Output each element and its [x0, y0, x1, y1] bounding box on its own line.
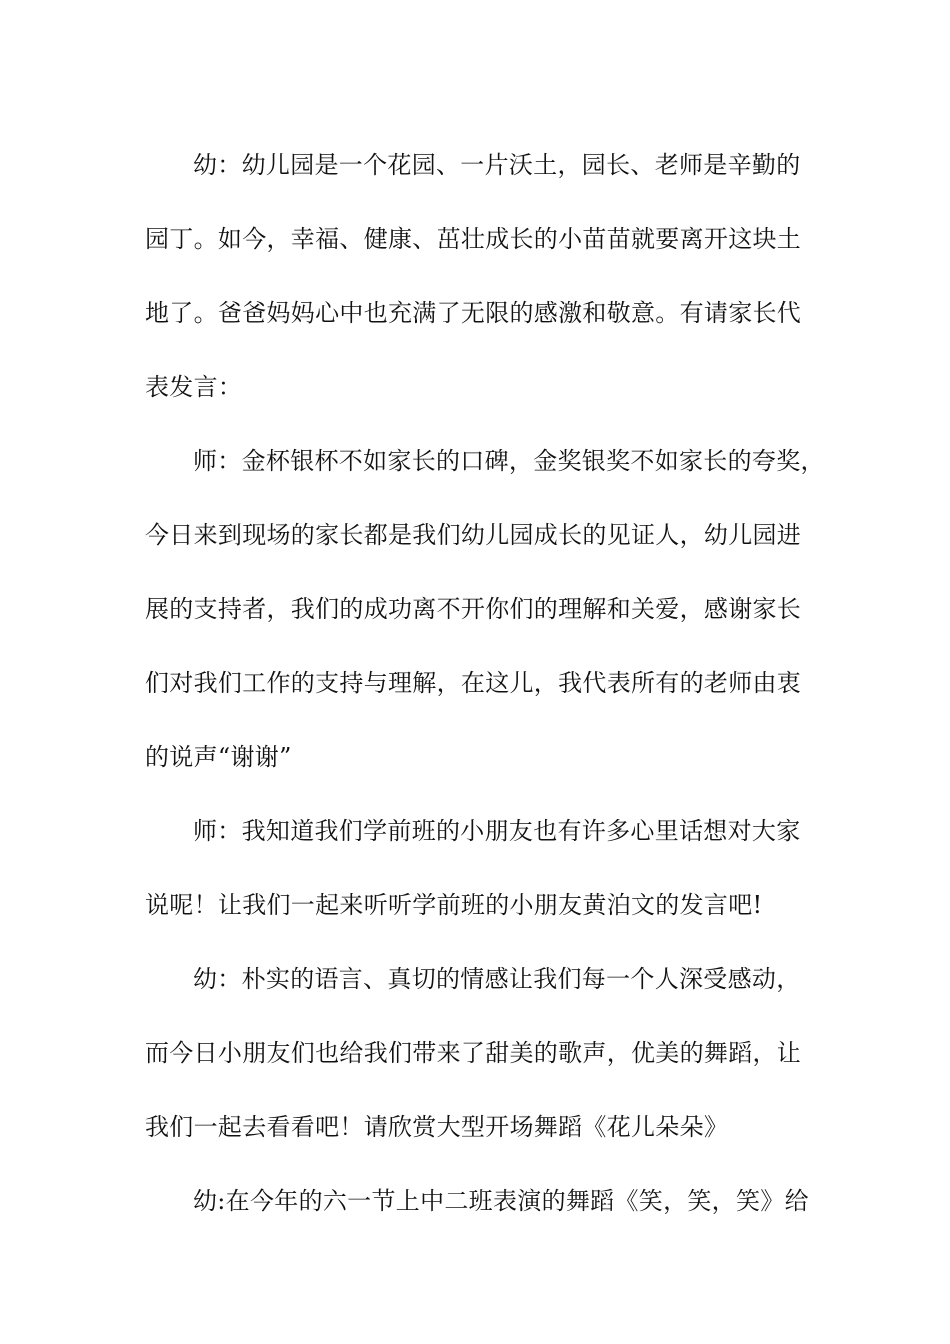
text-line: 幼：朴实的语言、真切的情感让我们每一个人深受感动， [193, 965, 801, 993]
text-line: 我们一起去看看吧！请欣赏大型开场舞蹈《花儿朵朵》 [145, 1113, 729, 1141]
text-line: 地了。爸爸妈妈心中也充满了无限的感激和敬意。有请家长代 [145, 299, 802, 327]
paragraph-3 [145, 794, 810, 942]
text-line: 展的支持者，我们的成功离不开你们的理解和关爱，感谢家长 [145, 595, 802, 623]
text-line: 师：我知道我们学前班的小朋友也有许多心里话想对大家 [193, 817, 801, 845]
paragraph-4 [145, 942, 810, 1164]
text-line: 的说声“谢谢” [145, 743, 292, 771]
paragraph-2 [145, 424, 825, 794]
text-line: 表发言： [145, 373, 243, 401]
text-line: 幼：幼儿园是一个花园、一片沃土，园长、老师是辛勤的 [193, 151, 801, 179]
paragraph-5 [145, 1164, 810, 1238]
text-line: 幼:在今年的六一节上中二班表演的舞蹈《笑，笑，笑》给 [193, 1187, 809, 1215]
paragraph-1 [145, 128, 810, 424]
text-line: 们对我们工作的支持与理解，在这儿，我代表所有的老师由衷 [145, 669, 802, 697]
document-body [145, 128, 825, 1238]
text-line: 园丁。如今，幸福、健康、茁壮成长的小苗苗就要离开这块土 [145, 225, 802, 253]
text-line: 今日来到现场的家长都是我们幼儿园成长的见证人，幼儿园进 [145, 521, 802, 549]
text-line: 而今日小朋友们也给我们带来了甜美的歌声，优美的舞蹈，让 [145, 1039, 802, 1067]
text-line: 说呢！让我们一起来听听学前班的小朋友黄泊文的发言吧! [145, 891, 763, 919]
text-line: 师：金杯银杯不如家长的口碑，金奖银奖不如家长的夸奖， [193, 447, 825, 475]
